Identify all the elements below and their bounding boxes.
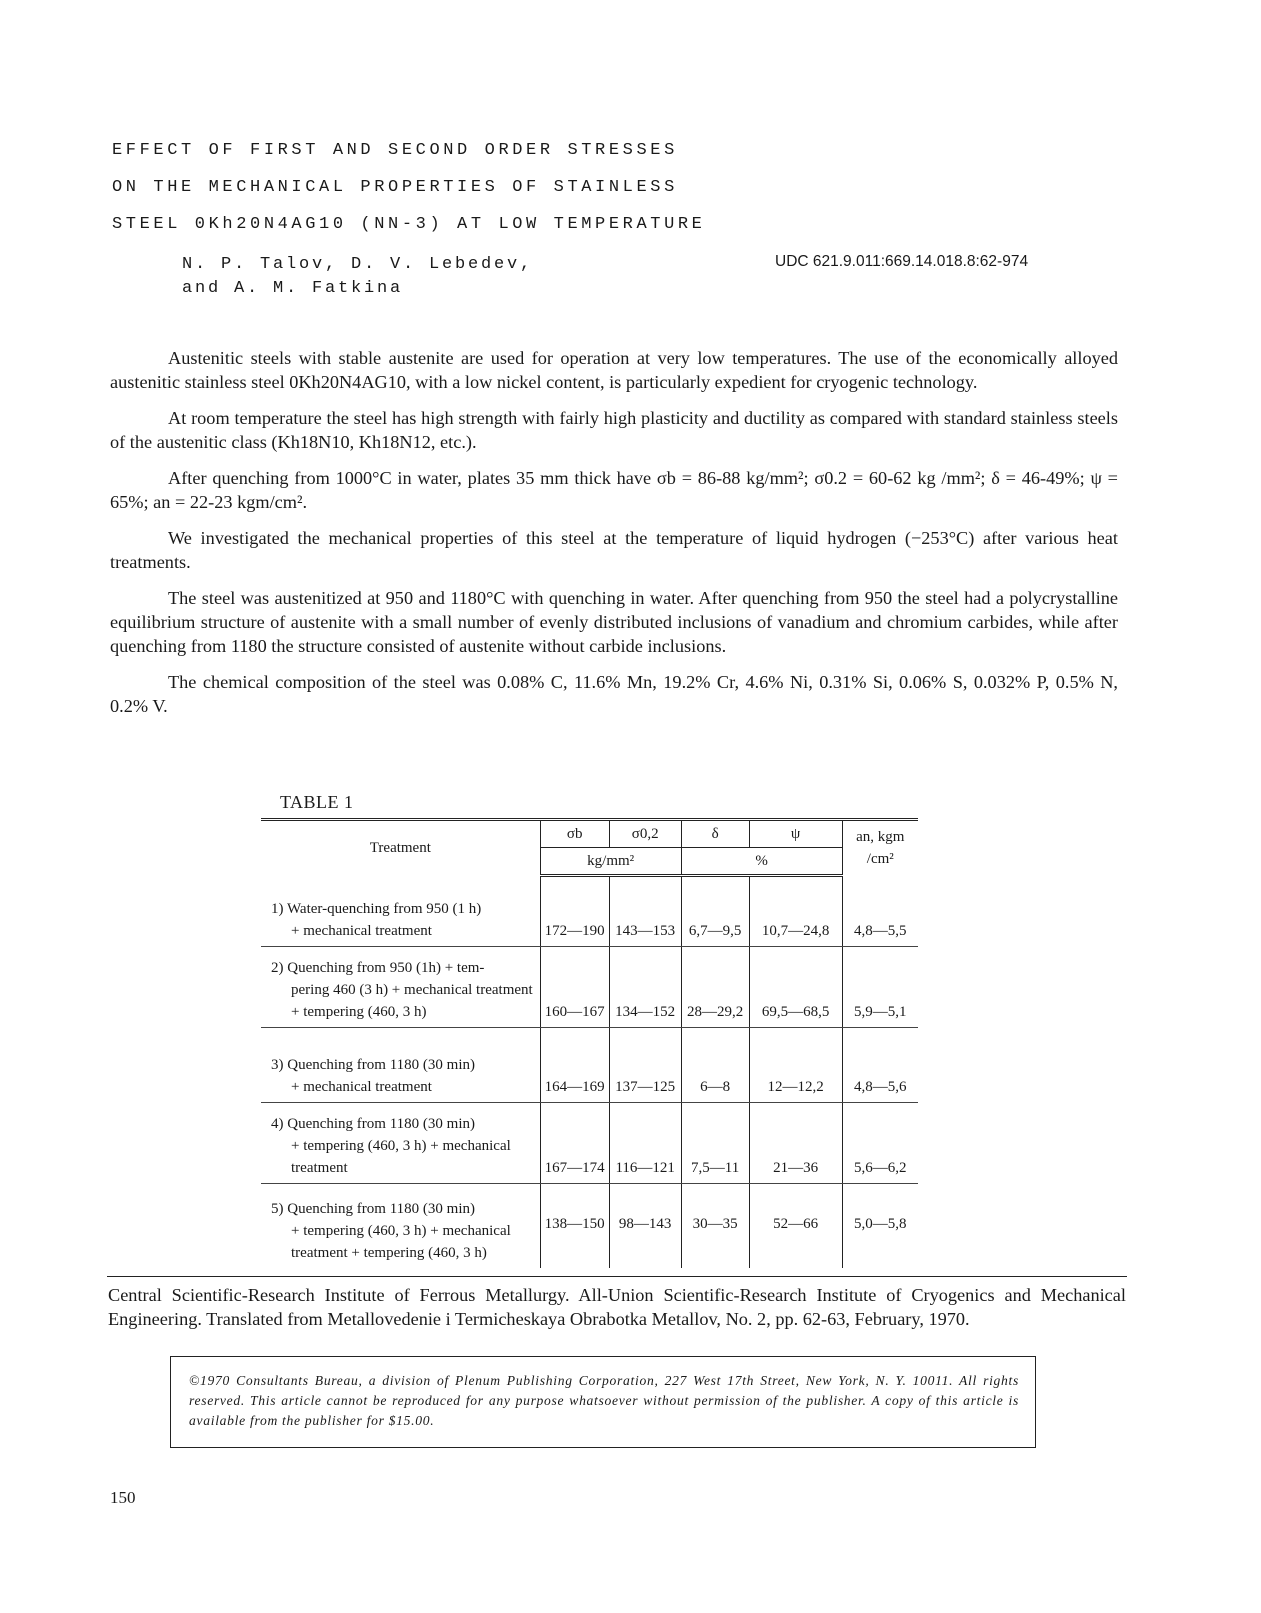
delta-cell: 30—35 [681,1183,749,1268]
paragraph-2: At room temperature the steel has high strength with fairly high plasticity and ductility as compared with standard stainless steels of the austenitic class (Kh18N10, Kh18N12, etc.). [110,408,1118,452]
table-row [261,1102,918,1183]
paragraph-4: We investigated the mechanical properties of this steel at the temperature of liquid hydrogen (−253°C) after various heat treatments. [110,528,1118,572]
paragraph-5: The steel was austenitized at 950 and 1180°C with quenching in water. After quenching from 950 the steel had a polycrystalline equilibrium structure of austenite with a small number of evenly distributed inclusions of vanadium and chromium carbides, while after quenching from 1180 the structure consisted of austenite without carbide inclusions. [110,588,1118,656]
treatment-line: 5) Quenching from 1180 (30 min) [271,1200,475,1217]
psi-cell: 52—66 [749,1183,842,1268]
psi-cell: 10,7—24,8 [749,876,842,947]
an-cell: 5,0—5,8 [842,1183,918,1268]
an-cell: 4,8—5,6 [842,1027,918,1102]
affiliation-footnote: Central Scientific-Research Institute of Ferrous Metallurgy. All-Union Scientific-Research Institute of Cryogenics and Mechanical Engineering. Translated from Metallovedenie i Termicheskaya Obrabotka Metallov, No. 2, pp. 62-63, February, 1970. [108,1285,1126,1329]
paragraph-1: Austenitic steels with stable austenite are used for operation at very low temperatures. The use of the economically alloyed austenitic stainless steel 0Kh20N4AG10, with a low nickel content, is particularly expedient for cryogenic technology. [110,348,1118,392]
sigma-b-cell: 138—150 [540,1183,609,1268]
treatment-cell [261,1027,540,1102]
article-title [112,132,832,243]
header-an: an, kgm /cm² [842,820,918,876]
header-sigma-b: σb [540,820,609,848]
treatment-line: 4) Quenching from 1180 (30 min) [271,1115,475,1132]
authors [182,253,533,301]
table-row [261,876,918,947]
header-sigma-02: σ0,2 [609,820,681,848]
treatment-line: + tempering (460, 3 h) + mechanical treatment [291,1137,511,1176]
psi-cell: 69,5—68,5 [749,946,842,1027]
treatment-line: 1) Water-quenching from 950 (1 h) [271,900,482,917]
an-cell: 5,9—5,1 [842,946,918,1027]
sigma-02-cell: 134—152 [609,946,681,1027]
title-line-1: EFFECT OF FIRST AND SECOND ORDER STRESSES [112,141,678,160]
sigma-b-cell: 167—174 [540,1102,609,1183]
sigma-b-cell: 164—169 [540,1027,609,1102]
an-cell: 5,6—6,2 [842,1102,918,1183]
paragraph-6: The chemical composition of the steel was 0.08% C, 11.6% Mn, 19.2% Cr, 4.6% Ni, 0.31% Si, 0.06% S, 0.032% P, 0.5% N, 0.2% V. [110,672,1118,716]
header-treatment: Treatment [261,820,540,876]
table-row [261,1027,918,1102]
sigma-02-cell: 143—153 [609,876,681,947]
sigma-02-cell: 137—125 [609,1027,681,1102]
title-line-3: STEEL 0Kh20N4AG10 (NN-3) AT LOW TEMPERATURE [112,215,706,234]
an-cell: 4,8—5,5 [842,876,918,947]
article-body [110,346,1118,730]
delta-cell: 6,7—9,5 [681,876,749,947]
header-psi: ψ [749,820,842,848]
table-row [261,1183,918,1268]
table-label: TABLE 1 [280,792,354,812]
delta-cell: 6—8 [681,1027,749,1102]
properties-table [261,818,918,1268]
authors-line-2: and A. M. Fatkina [182,279,404,298]
psi-cell: 21—36 [749,1102,842,1183]
treatment-line: + mechanical treatment [291,922,432,939]
treatment-line: + mechanical treatment [291,1078,432,1095]
table-row [261,946,918,1027]
sigma-b-cell: 160—167 [540,946,609,1027]
psi-cell: 12—12,2 [749,1027,842,1102]
treatment-line: 3) Quenching from 1180 (30 min) [271,1056,475,1073]
copyright-text: ©1970 Consultants Bureau, a division of Plenum Publishing Corporation, 227 West 17th Street, New York, N. Y. 10011. All rights reserved. This article cannot be reproduced for any purpose whatsoever without permission of the publisher. A copy of this article is available from the publisher for $15.00. [189,1373,1019,1428]
treatment-line: + tempering (460, 3 h) + mechanical treatment + tempering (460, 3 h) [291,1222,511,1261]
header-delta: δ [681,820,749,848]
treatment-line: pering 460 (3 h) + mechanical treatment + tempering (460, 3 h) [291,981,533,1020]
footnote-divider [107,1276,1127,1277]
copyright-box [170,1356,1036,1448]
treatment-cell [261,876,540,947]
treatment-cell [261,1102,540,1183]
paragraph-3: After quenching from 1000°C in water, plates 35 mm thick have σb = 86-88 kg/mm²; σ0.2 = 60-62 kg /mm²; δ = 46-49%; ψ = 65%; an = 22-23 kgm/cm². [110,468,1118,512]
udc-code: UDC 621.9.011:669.14.018.8:62-974 [775,253,1029,270]
page-number: 150 [110,1488,136,1507]
sigma-b-cell: 172—190 [540,876,609,947]
treatment-cell [261,1183,540,1268]
sigma-02-cell: 98—143 [609,1183,681,1268]
sigma-02-cell: 116—121 [609,1102,681,1183]
header-unit-kg: kg/mm² [540,848,681,876]
treatment-line: 2) Quenching from 950 (1h) + tem- [271,959,485,976]
treatment-cell [261,946,540,1027]
authors-line-1: N. P. Talov, D. V. Lebedev, [182,255,534,274]
delta-cell: 28—29,2 [681,946,749,1027]
title-line-2: ON THE MECHANICAL PROPERTIES OF STAINLESS [112,178,678,197]
header-unit-pct: % [681,848,842,876]
delta-cell: 7,5—11 [681,1102,749,1183]
